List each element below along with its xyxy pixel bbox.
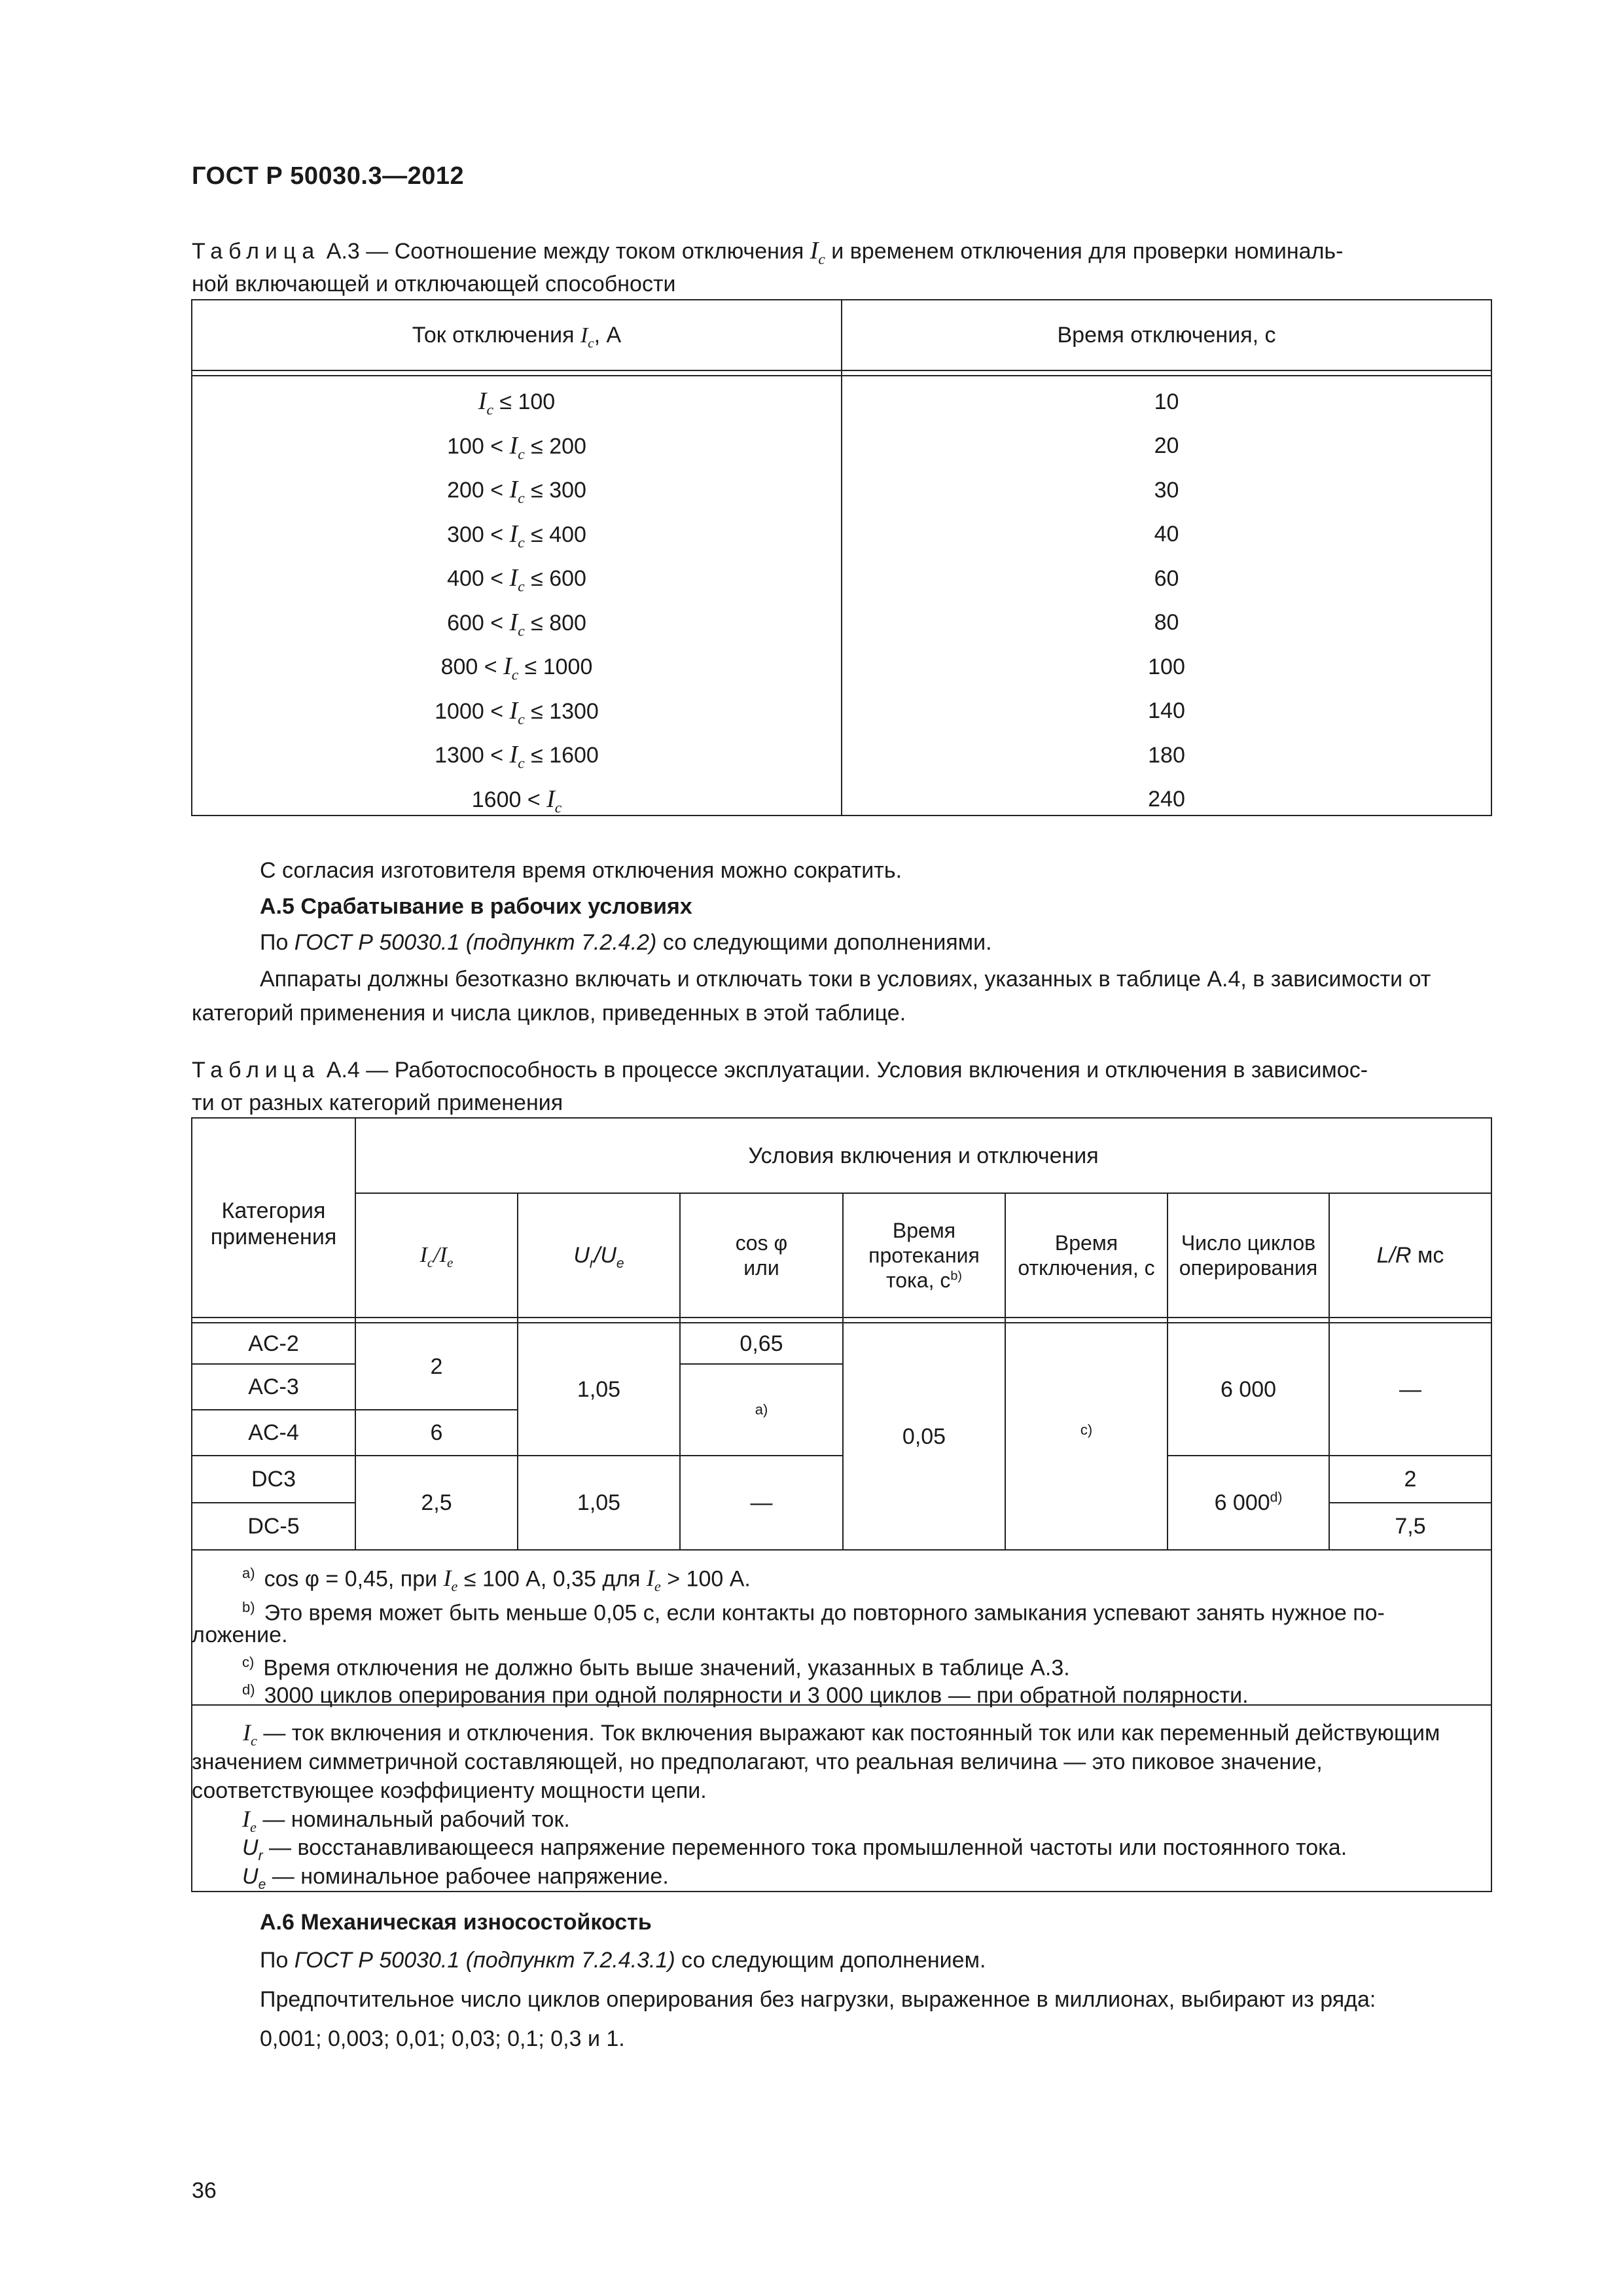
footnote-b-continuation: ложение. xyxy=(192,1623,288,1647)
ratio-dc: 2,5 xyxy=(421,1490,452,1515)
range-lower: 1300 < xyxy=(435,743,510,768)
table-a3-break-time: 140 xyxy=(1148,698,1185,724)
cycles-dc xyxy=(1168,1456,1329,1550)
table-a3-break-time: 20 xyxy=(1154,433,1179,459)
section-a6-title: А.6 Механическая износостойкость xyxy=(260,1910,652,1935)
section-a6-line2: 0,001; 0,003; 0,01; 0,03; 0,1; 0,3 и 1. xyxy=(260,2026,625,2051)
table-a3-caption-word: Таблица xyxy=(192,239,321,264)
table-a3-break-time: 30 xyxy=(1154,477,1179,503)
table-a4-head-ic-ie: $I_c/I_e$ xyxy=(419,1243,454,1270)
footnote-c-text: Время отключения не должно быть выше значений, указанных в таблице А.3. xyxy=(263,1655,1070,1681)
section-a6-ref-pre: По xyxy=(260,1948,294,1973)
table-a3-break-time: 80 xyxy=(1154,610,1179,636)
footnote-d xyxy=(242,1674,1249,1711)
table-a4-head-group: Условия включения и отключения xyxy=(748,1143,1099,1168)
table-a4-caption-line2: ти от разных категорий применения xyxy=(192,1090,563,1115)
note-ie: $I_e$ — номинальный рабочий ток. xyxy=(242,1806,570,1836)
cycles-ac: 6 000 xyxy=(1220,1376,1277,1402)
table-a4-caption-rest: — Работоспособность в процессе эксплуатации. Условия включения и отключения в зависимос- xyxy=(359,1058,1368,1083)
agreement-paragraph: С согласия изготовителя время отключения можно сократить. xyxy=(260,858,902,883)
table-a4-head-lr xyxy=(1329,1193,1491,1318)
note-ic: $I_c$ — ток включения и отключения. Ток включения выражают как постоянный ток или как переменный действующим значением симметричной составляющей, но предполагают, что реальная величина — это пиковое значение, соответствующее коэффициенту мощности цепи. xyxy=(192,1719,1440,1803)
range-lower: 800 < xyxy=(440,655,504,680)
current-duration: 0,05 xyxy=(902,1424,946,1449)
symbol-ic: $I_c$ xyxy=(546,785,562,817)
symbol-ic: $I_c$ xyxy=(509,564,525,596)
table-a4-head-ur-ue: $U_r/U_e$ xyxy=(573,1243,624,1271)
table-a3-caption-ref: А.3 xyxy=(326,239,360,264)
note-ic-text: — ток включения и отключения. Ток включения выражают как постоянный ток или как переменный действующим значением симметричной составляющей, но предполагают, что реальная величина — это пиковое значение, соответствующее коэффициенту мощности цепи. xyxy=(192,1721,1440,1803)
table-a3-head-current-text: Ток отключения xyxy=(412,322,580,348)
cycles-dc-value: 6 000 xyxy=(1214,1490,1270,1515)
table-a4-head-lr-unit: мс xyxy=(1411,1243,1444,1268)
footnote-d-text: 3000 циклов оперирования при одной полярности и 3 000 циклов — при обратной полярности. xyxy=(264,1683,1249,1708)
symbol-ic: $I_c$ xyxy=(509,476,525,507)
category-dc5: DC-5 xyxy=(247,1514,300,1539)
symbol-ic: $I_c$ xyxy=(509,431,525,463)
range-upper: ≤ 600 xyxy=(524,566,586,592)
footnote-a-pre: cos φ = 0,45, при xyxy=(264,1566,444,1592)
section-a5-ref-pre: По xyxy=(260,930,294,955)
footnote-a-mark: a) xyxy=(242,1565,255,1581)
footnote-b-mark: b) xyxy=(242,1599,255,1615)
footnote-a-mid: ≤ 100 А, 0,35 для xyxy=(457,1566,647,1592)
category-ac4: AC-4 xyxy=(248,1420,299,1445)
section-a5-ref-standard: ГОСТ Р 50030.1 (подпункт 7.2.4.2) xyxy=(294,930,657,955)
table-a4-head-cos-phi: cos φ xyxy=(735,1231,788,1255)
table-a3-break-time: 40 xyxy=(1154,522,1179,547)
lr-dc5: 7,5 xyxy=(1395,1514,1426,1539)
table-a4-head-break-time: Время отключения, с xyxy=(1018,1231,1155,1280)
ratio-ac4: 6 xyxy=(430,1420,443,1445)
table-a4-caption-word: Таблица xyxy=(192,1058,321,1083)
range-upper: ≤ 300 xyxy=(524,478,586,503)
range-upper: ≤ 400 xyxy=(524,522,586,547)
break-time-footnote-ref: c) xyxy=(1080,1421,1093,1438)
table-a4-head-duration-text: Время протекания тока, с xyxy=(868,1219,980,1292)
range-lower: 400 < xyxy=(447,566,510,592)
note-ur-text: — восстанавливающееся напряжение переменного тока промышленной частоты или постоянного тока. xyxy=(262,1835,1347,1860)
table-a3-head-current-unit: , А xyxy=(594,322,622,348)
range-lower: 100 < xyxy=(447,433,510,459)
table-a3-break-time: 10 xyxy=(1154,389,1179,414)
lr-dc3: 2 xyxy=(1404,1467,1417,1492)
table-a4-head-duration-ref: b) xyxy=(950,1268,962,1283)
table-a4-head-duration xyxy=(848,1193,1000,1318)
table-a3-caption-pre: — Соотношение между током отключения xyxy=(359,239,810,264)
section-a5-ref-post: со следующими дополнениями. xyxy=(656,930,992,955)
footnote-b xyxy=(242,1592,1385,1628)
note-ue-text: — номинальное рабочее напряжение. xyxy=(266,1864,669,1889)
symbol-ic: $I_c$ xyxy=(503,653,519,684)
table-a4-head-lr-symbol: L/R xyxy=(1376,1243,1412,1268)
page-number: 36 xyxy=(192,2178,217,2203)
range-lower: 300 < xyxy=(447,522,510,547)
table-a4-head-or: или xyxy=(743,1256,779,1280)
category-ac2: AC-2 xyxy=(248,1331,299,1356)
cos-footnote-ref: a) xyxy=(755,1401,768,1418)
footnote-b-line1: Это время может быть меньше 0,05 с, если контакты до повторного замыкания успевают занять нужное по- xyxy=(264,1600,1385,1626)
section-a6-ref-standard: ГОСТ Р 50030.1 (подпункт 7.2.4.3.1) xyxy=(294,1948,675,1973)
section-a6-ref-post: со следующим дополнением. xyxy=(675,1948,986,1973)
section-a5-body: Аппараты должны безотказно включать и отключать токи в условиях, указанных в таблице А.4, в зависимости от категорий применения и числа циклов, приведенных в этой таблице. xyxy=(192,967,1431,1026)
cos-dc: — xyxy=(750,1490,773,1515)
cycles-dc-footnote-ref: d) xyxy=(1270,1490,1283,1505)
section-a6-line1: Предпочтительное число циклов оперирования без нагрузки, выраженное в миллионах, выбирают из ряда: xyxy=(260,1987,1376,2012)
table-a4-head-cos xyxy=(680,1193,843,1318)
range-upper: ≤ 200 xyxy=(524,433,586,459)
range-upper: ≤ 1300 xyxy=(524,698,599,724)
section-a6-reference xyxy=(192,1944,1494,1977)
note-ur: $U_r$ — восстанавливающееся напряжение переменного тока промышленной частоты или постоянного тока. xyxy=(242,1835,1347,1863)
table-a3-break-time: 180 xyxy=(1148,742,1185,768)
note-ue: $U_e$ — номинальное рабочее напряжение. xyxy=(242,1864,669,1892)
symbol-ic: $I_c$ xyxy=(509,741,525,772)
range-upper: ≤ 800 xyxy=(524,610,586,636)
ur-ue-ac: 1,05 xyxy=(577,1376,621,1402)
section-a5-title: А.5 Срабатывание в рабочих условиях xyxy=(260,894,692,919)
footnote-a-post: > 100 А. xyxy=(660,1566,751,1592)
footnote-d-mark: d) xyxy=(242,1681,255,1698)
range-lower: 600 < xyxy=(447,610,510,636)
category-dc3: DC3 xyxy=(251,1467,296,1492)
lr-ac: — xyxy=(1399,1376,1421,1402)
symbol-ic: $I_c$ xyxy=(810,237,825,268)
ratio-ac2-ac3: 2 xyxy=(430,1354,443,1379)
table-a3-caption-line2: ной включающей и отключающей способности xyxy=(192,272,676,296)
note-ie-text: — номинальный рабочий ток. xyxy=(256,1807,570,1832)
symbol-ic: $I_c$ xyxy=(509,520,525,552)
range-upper: ≤ 1600 xyxy=(524,743,599,768)
table-a3-head-time: Время отключения, с xyxy=(1057,323,1276,348)
symbol-ic: $I_c$ xyxy=(478,387,493,419)
range-upper: ≤ 100 xyxy=(493,389,556,415)
table-a3-break-time: 60 xyxy=(1154,565,1179,591)
symbol-ic: $I_c$ xyxy=(509,696,525,728)
range-lower: 200 < xyxy=(447,478,510,503)
table-a4-head-cycles: Число циклов оперирования xyxy=(1179,1231,1318,1280)
footnote-a: $^{a)}$ cos φ = 0,45, при $I_e \le 100$ А, 0,35 для $I_e > 100$ А. xyxy=(242,1565,751,1595)
range-lower: 1000 < xyxy=(435,698,510,724)
symbol-ic: $I_c$ xyxy=(509,608,525,640)
document-header: ГОСТ Р 50030.3—2012 xyxy=(192,162,465,190)
table-a3-break-time: 100 xyxy=(1148,654,1185,679)
table-a4-caption-ref: А.4 xyxy=(326,1058,360,1083)
table-a3-break-time: 240 xyxy=(1148,787,1185,812)
range-upper: ≤ 1000 xyxy=(518,655,593,680)
footnote-c-mark: c) xyxy=(242,1654,255,1670)
symbol-ic: $I_c$ xyxy=(580,323,594,351)
ur-ue-dc: 1,05 xyxy=(577,1490,621,1515)
range-lower: 1600 < xyxy=(471,787,547,812)
table-a4-head-category: Категория применения xyxy=(210,1198,337,1249)
table-a3-caption-post: и временем отключения для проверки номиналь- xyxy=(825,239,1344,264)
cos-ac2: 0,65 xyxy=(740,1331,783,1356)
category-ac3: AC-3 xyxy=(248,1374,299,1399)
